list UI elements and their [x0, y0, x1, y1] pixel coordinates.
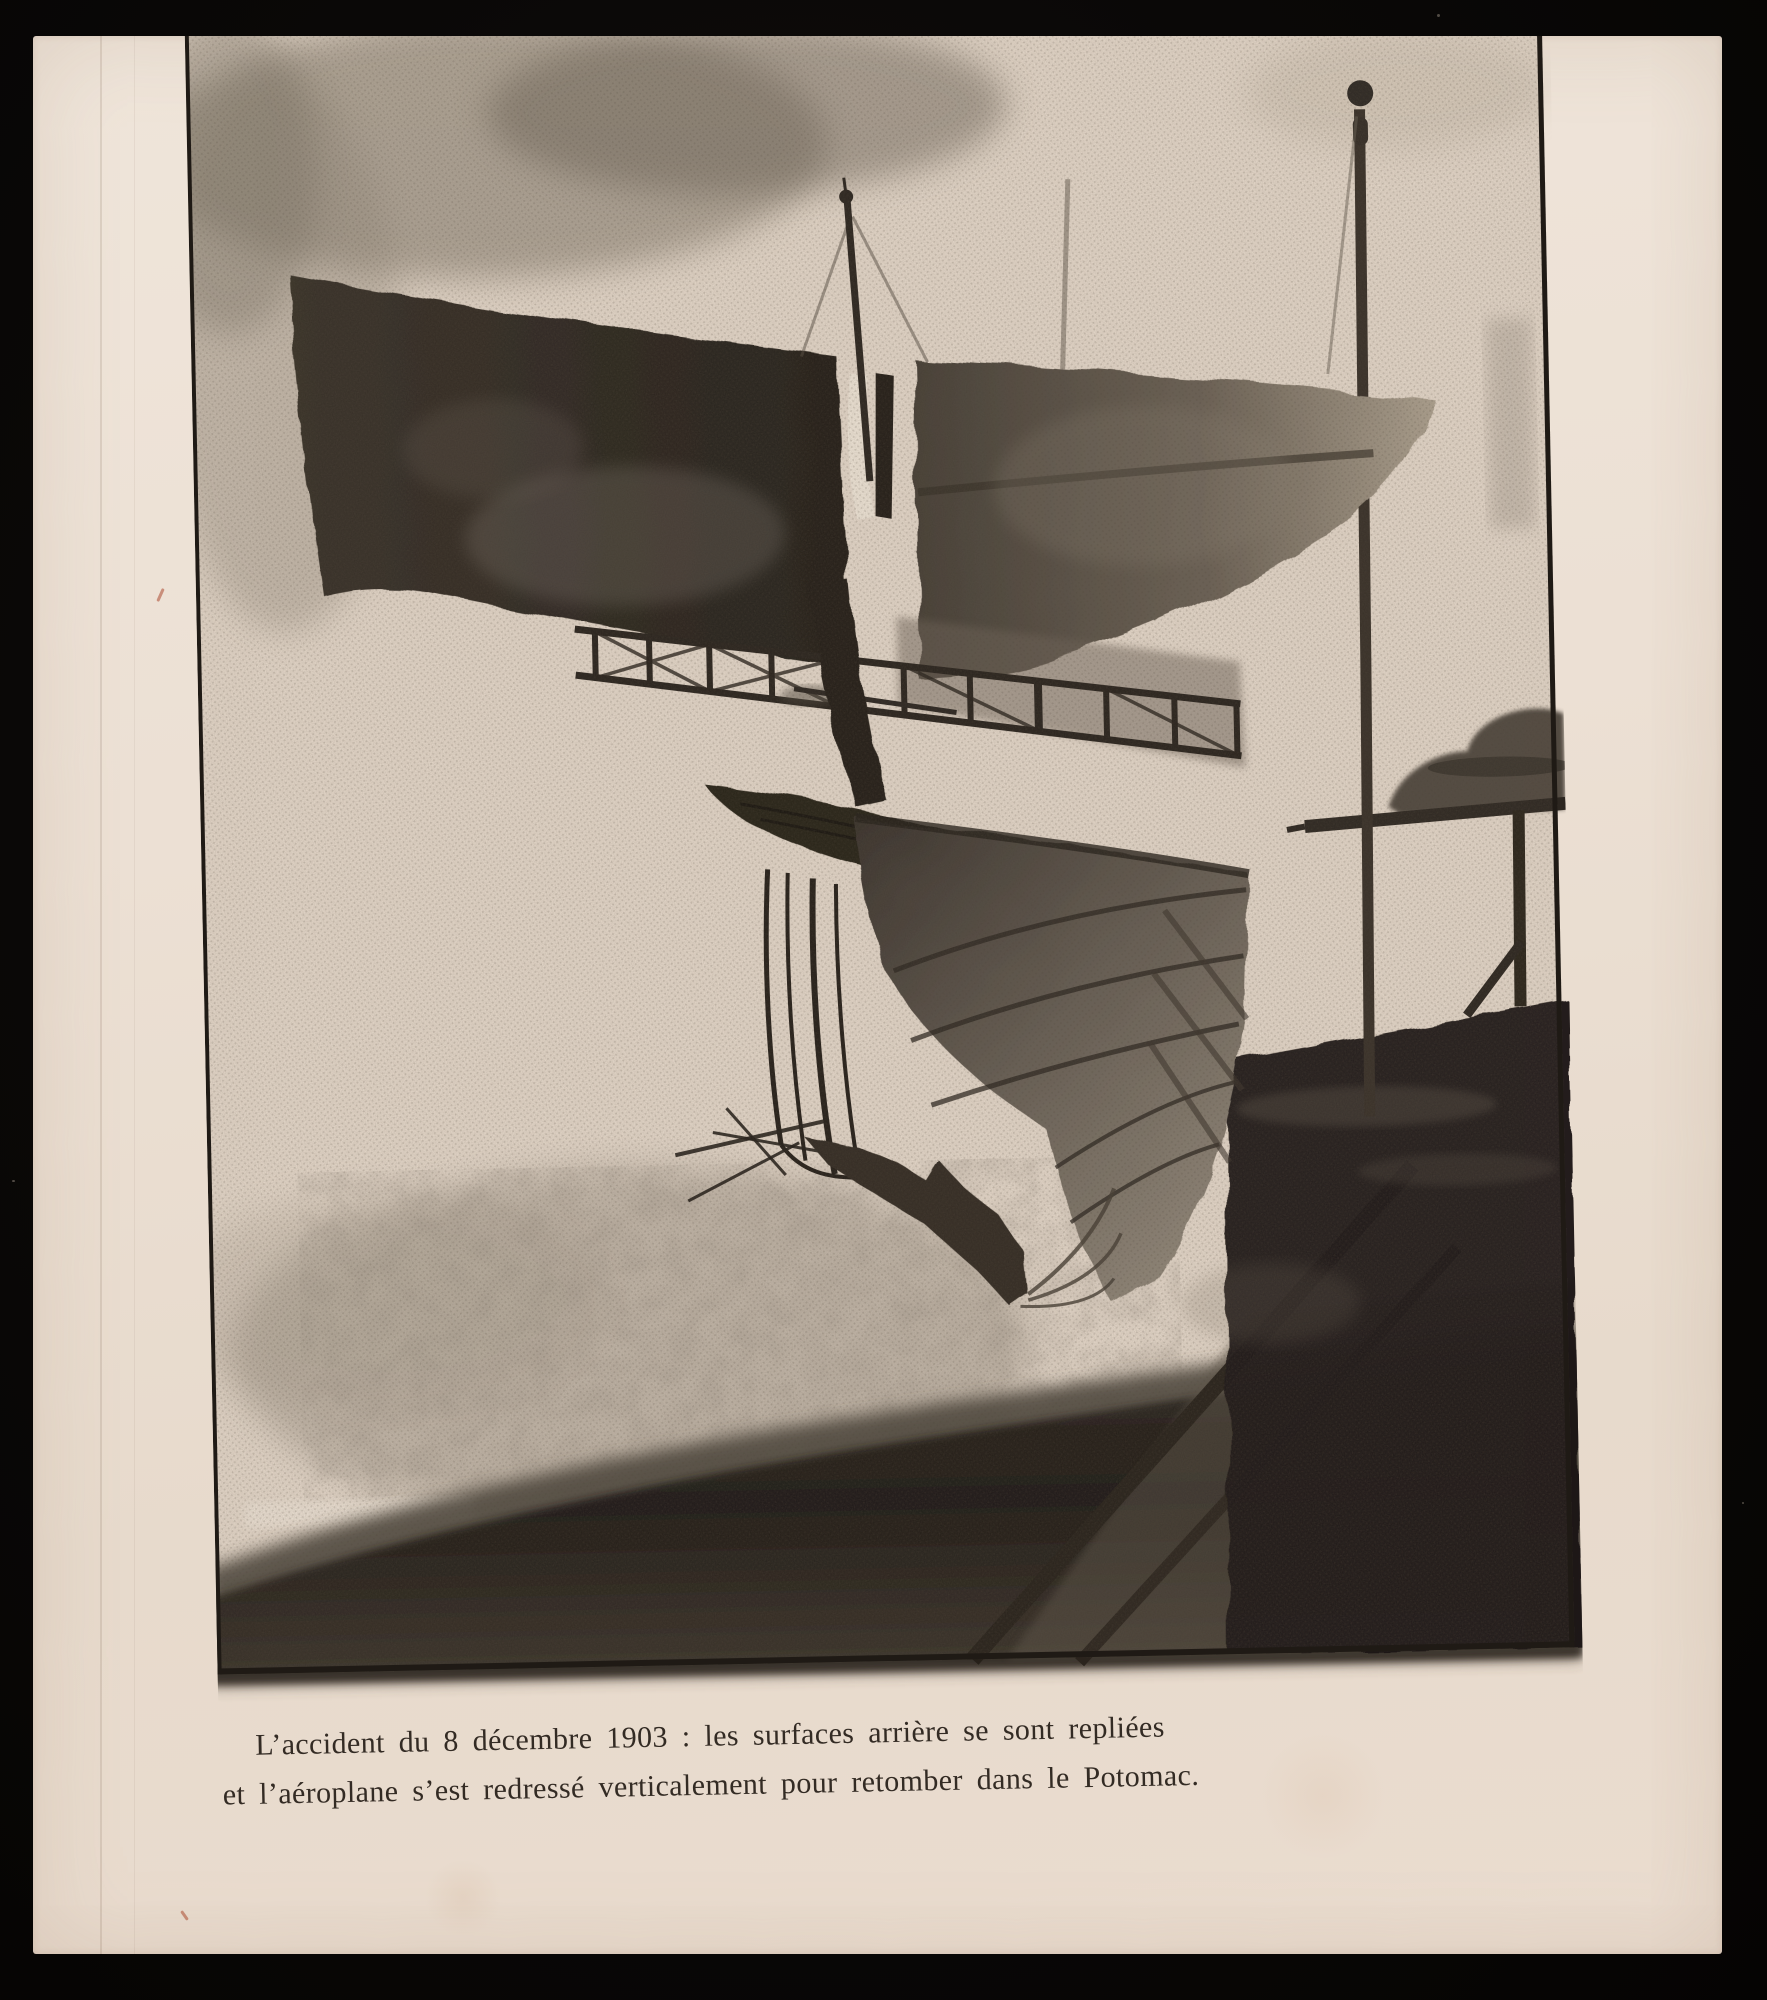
caption-line-1: L’accident du 8 décembre 1903 : les surfaces arrière se sont repliées	[254, 1710, 1166, 1762]
book-page	[33, 36, 1722, 1954]
plate-caption	[80, 1699, 1342, 1822]
dust-speck	[12, 1180, 15, 1182]
printed-plate-area	[33, 36, 1722, 1954]
dust-speck	[1437, 14, 1440, 17]
plate-photo	[185, 36, 1584, 1715]
dust-speck	[1742, 1502, 1744, 1504]
caption-line-2: et l’aéroplane s’est redressé verticalement pour retomber dans le Potomac.	[222, 1758, 1200, 1812]
print-grain	[185, 36, 1575, 1675]
